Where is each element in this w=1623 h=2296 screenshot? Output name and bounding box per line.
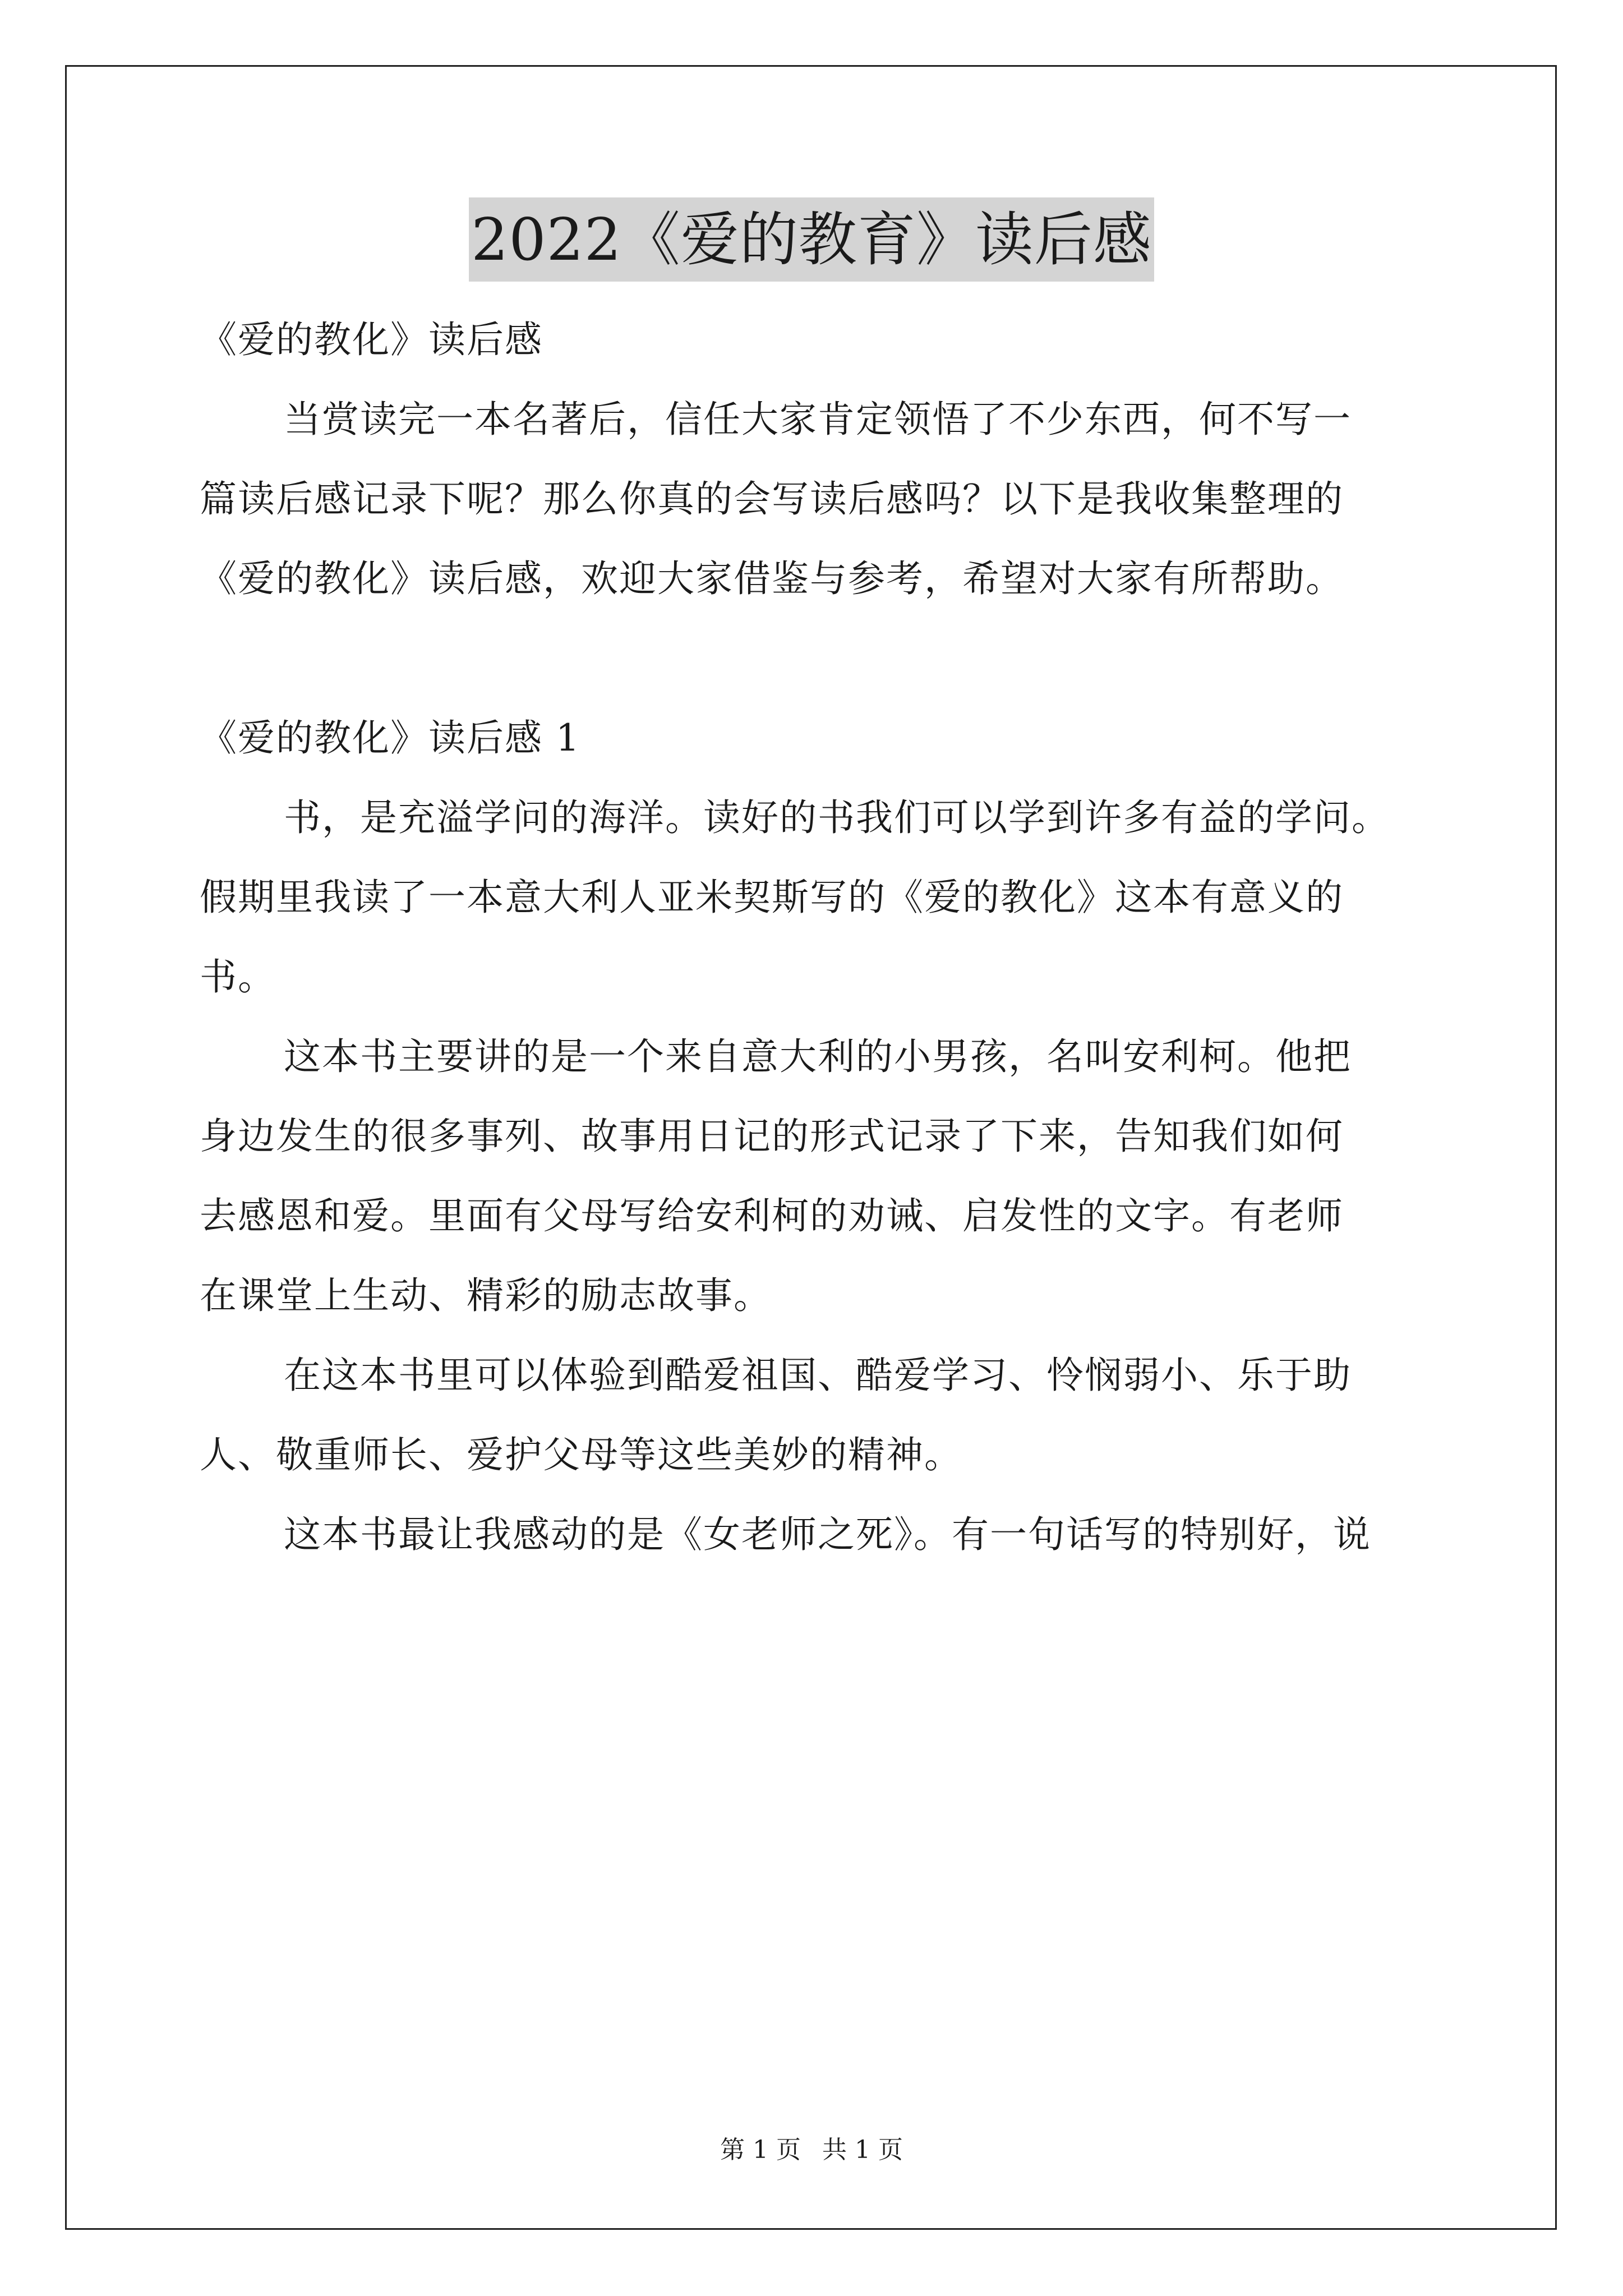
page-number-total: 共 1 页 <box>822 2136 903 2164</box>
paragraph-line: 身边发生的很多事列、故事用日记的形式记录了下来，告知我们如何 <box>200 1115 1344 1158</box>
document-body <box>200 300 1433 1575</box>
document-title: 2022《爱的教育》读后感 <box>469 197 1154 282</box>
page-footer <box>0 2133 1623 2167</box>
paragraph-line: 这本书最让我感动的是《女老师之死》。有一句话写的特别好，说 <box>284 1513 1371 1556</box>
subtitle: 《爱的教化》读后感 <box>200 318 543 361</box>
paragraph-line: 假期里我读了一本意大利人亚米契斯写的《爱的教化》这本有意义的 <box>200 876 1344 919</box>
paragraph-line: 书。 <box>200 955 276 999</box>
page-number-current: 第 1 页 <box>720 2136 801 2164</box>
paragraph-line: 人、敬重师长、爱护父母等这些美妙的精神。 <box>200 1433 962 1476</box>
section-heading: 《爱的教化》读后感 1 <box>200 716 580 760</box>
paragraph-line: 去感恩和爱。里面有父母写给安利柯的劝诫、启发性的文字。有老师 <box>200 1194 1344 1237</box>
paragraph-line: 这本书主要讲的是一个来自意大利的小男孩，名叫安利柯。他把 <box>284 1035 1352 1078</box>
blank-line <box>200 619 1433 698</box>
intro-line: 《爱的教化》读后感，欢迎大家借鉴与参考，希望对大家有所帮助。 <box>200 557 1344 600</box>
paragraph-line: 在这本书里可以体验到酷爱祖国、酷爱学习、怜悯弱小、乐于助 <box>284 1354 1352 1397</box>
title-block <box>0 197 1623 282</box>
intro-line: 当赏读完一本名著后，信任大家肯定领悟了不少东西，何不写一 <box>284 398 1352 441</box>
intro-line: 篇读后感记录下呢？那么你真的会写读后感吗？以下是我收集整理的 <box>200 477 1344 521</box>
paragraph-line: 在课堂上生动、精彩的励志故事。 <box>200 1274 772 1317</box>
paragraph-line: 书，是充溢学问的海洋。读好的书我们可以学到许多有益的学问。 <box>284 796 1390 839</box>
